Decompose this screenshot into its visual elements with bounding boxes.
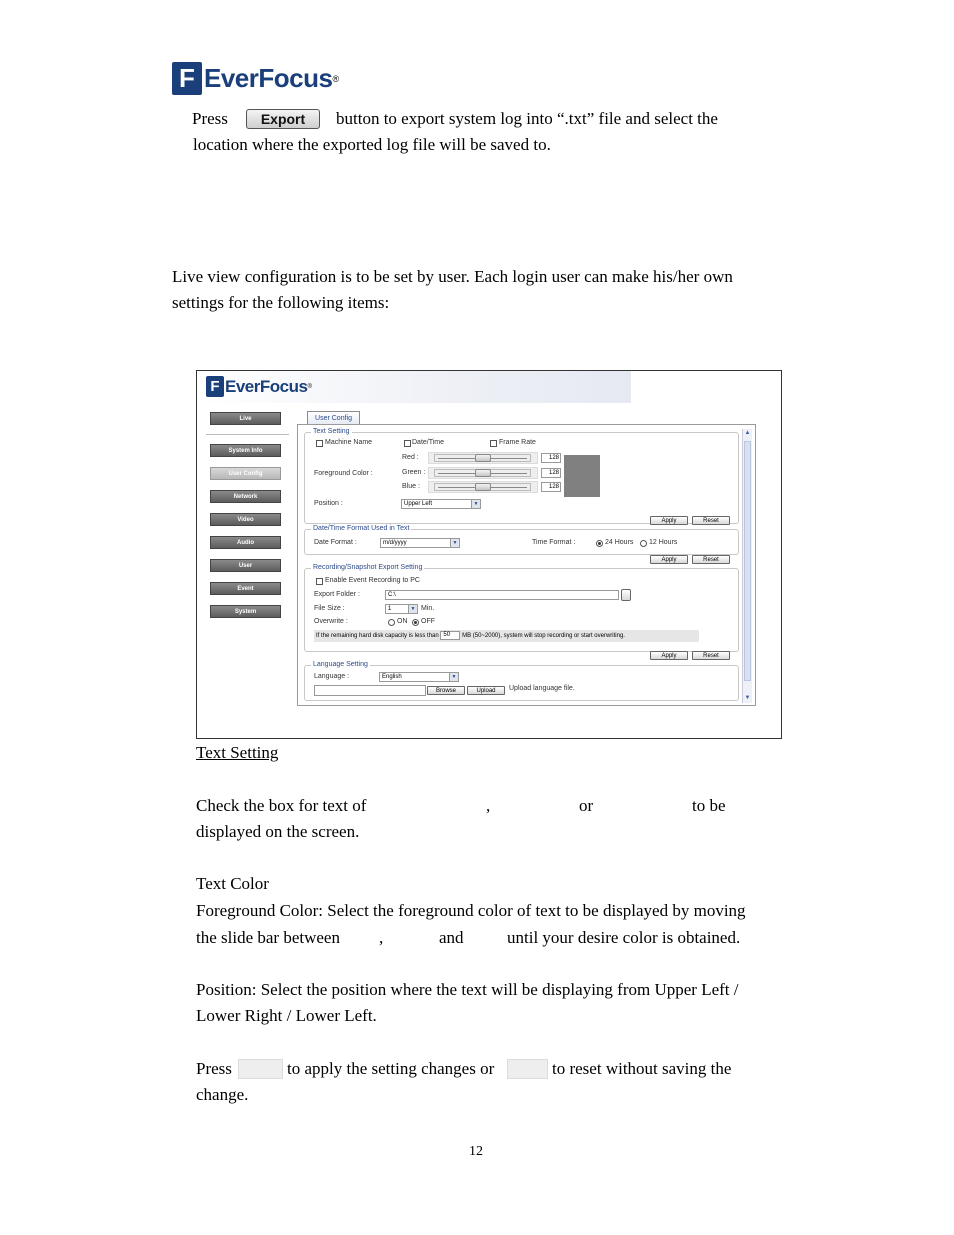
nav-audio[interactable]: Audio bbox=[210, 536, 281, 549]
check-to-be: to be bbox=[692, 796, 726, 815]
language-select[interactable] bbox=[379, 672, 459, 682]
intro-press: Press bbox=[192, 109, 228, 128]
blue-slider-thumb[interactable] bbox=[475, 483, 491, 491]
logo-text: EverFocus bbox=[204, 63, 333, 93]
file-size-label: File Size : bbox=[314, 605, 345, 612]
check-line2: displayed on the screen. bbox=[196, 822, 360, 841]
green-label: Green : bbox=[402, 469, 426, 476]
intro-line1: button to export system log into “.txt” file and select the bbox=[336, 109, 718, 128]
reset-button-placeholder bbox=[507, 1059, 548, 1079]
export-button[interactable]: Export bbox=[246, 109, 320, 129]
tab-user-config[interactable]: User Config bbox=[307, 411, 360, 424]
language-value: English bbox=[382, 674, 402, 680]
position-label: Position : bbox=[314, 500, 343, 507]
overwrite-off-label: OFF bbox=[421, 618, 435, 625]
language-label: Language : bbox=[314, 673, 350, 680]
screenshot-logo bbox=[206, 376, 312, 397]
red-label: Red : bbox=[402, 454, 419, 461]
language-legend: Language Setting bbox=[313, 661, 368, 668]
logo-mark-icon: F bbox=[172, 62, 202, 95]
green-slider-thumb[interactable] bbox=[475, 469, 491, 477]
apply-button-placeholder bbox=[238, 1059, 283, 1079]
nav-system[interactable]: System bbox=[210, 605, 281, 618]
nav-system-info[interactable]: System Info bbox=[210, 444, 281, 457]
nav-user-config[interactable]: User Config bbox=[210, 467, 281, 480]
min-label: Min. bbox=[421, 605, 435, 612]
panel-scrollbar[interactable] bbox=[742, 429, 752, 703]
datetime-reset-button[interactable]: Reset bbox=[692, 555, 730, 564]
enable-recording-checkbox[interactable] bbox=[316, 578, 323, 585]
logo-registered: ® bbox=[307, 383, 312, 390]
overwrite-label: Overwrite : bbox=[314, 618, 348, 625]
logo-registered: ® bbox=[332, 73, 340, 84]
date-time-checkbox[interactable] bbox=[404, 440, 411, 447]
foreground-comma: , bbox=[379, 928, 384, 947]
overwrite-on-label: ON bbox=[397, 618, 408, 625]
24-hours-radio[interactable] bbox=[596, 540, 603, 547]
text-setting-legend: Text Setting bbox=[313, 428, 350, 435]
date-format-select[interactable] bbox=[380, 538, 460, 548]
chevron-down-icon[interactable]: ▼ bbox=[408, 605, 417, 613]
text-setting-heading: Text Setting bbox=[196, 743, 279, 762]
date-format-value: m/d/yyyy bbox=[383, 540, 407, 546]
text-apply-button[interactable]: Apply bbox=[650, 516, 688, 525]
datetime-legend: Date/Time Format Used in Text bbox=[313, 525, 410, 532]
export-folder-label: Export Folder : bbox=[314, 591, 360, 598]
file-size-select[interactable] bbox=[385, 604, 418, 614]
enable-recording-label: Enable Event Recording to PC bbox=[325, 577, 420, 584]
foreground-and: and bbox=[439, 928, 464, 947]
everfocus-logo bbox=[172, 62, 339, 95]
overwrite-off-radio[interactable] bbox=[412, 619, 419, 626]
machine-name-checkbox[interactable] bbox=[316, 440, 323, 447]
recording-reset-button[interactable]: Reset bbox=[692, 651, 730, 660]
disk-capacity-notice bbox=[314, 630, 699, 642]
nav-event[interactable]: Event bbox=[210, 582, 281, 595]
green-slider[interactable] bbox=[434, 469, 531, 477]
notice-text-a: If the remaining hard disk capacity is less than bbox=[316, 633, 439, 639]
green-value[interactable]: 128 bbox=[541, 468, 561, 478]
blue-label: Blue : bbox=[402, 483, 420, 490]
frame-rate-checkbox[interactable] bbox=[490, 440, 497, 447]
position-value: Upper Left bbox=[404, 501, 433, 507]
12-hours-radio[interactable] bbox=[640, 540, 647, 547]
intro-line2: location where the exported log file will be saved to. bbox=[193, 135, 551, 154]
red-slider-thumb[interactable] bbox=[475, 454, 491, 462]
date-time-label: Date/Time bbox=[412, 439, 445, 446]
scroll-up-icon[interactable]: ▲ bbox=[744, 430, 751, 436]
position-line2: Lower Right / Lower Left. bbox=[196, 1006, 377, 1025]
press-mid-text: to apply the setting changes or bbox=[287, 1059, 495, 1078]
red-slider[interactable] bbox=[434, 454, 531, 462]
press-end-text: to reset without saving the bbox=[552, 1059, 732, 1078]
export-folder-browse-button[interactable] bbox=[621, 589, 631, 601]
notice-text-b: MB (50~2000), system will stop recording or start overwriting. bbox=[462, 633, 625, 639]
chevron-down-icon[interactable]: ▼ bbox=[471, 500, 480, 508]
position-select[interactable] bbox=[401, 499, 481, 509]
chevron-down-icon[interactable]: ▼ bbox=[450, 539, 459, 547]
color-preview bbox=[564, 455, 600, 497]
foreground-line1: Foreground Color: Select the foreground color of text to be displayed by moving bbox=[196, 901, 746, 920]
date-format-label: Date Format : bbox=[314, 539, 357, 546]
chevron-down-icon[interactable]: ▼ bbox=[449, 673, 458, 681]
browse-button[interactable]: Browse bbox=[427, 686, 465, 695]
position-line1: Position: Select the position where the text will be displaying from Upper Left / bbox=[196, 980, 739, 999]
machine-name-label: Machine Name bbox=[325, 439, 373, 446]
blue-value[interactable]: 128 bbox=[541, 482, 561, 492]
text-reset-button[interactable]: Reset bbox=[692, 516, 730, 525]
liveview-line2: settings for the following items: bbox=[172, 293, 390, 312]
text-color-heading: Text Color bbox=[196, 874, 269, 893]
file-size-value: 1 bbox=[388, 606, 392, 612]
overwrite-on-radio[interactable] bbox=[388, 619, 395, 626]
user-config-screenshot bbox=[196, 370, 782, 739]
foreground-color-label: Foreground Color : bbox=[314, 470, 373, 477]
logo-text: EverFocus bbox=[225, 376, 308, 396]
check-or: or bbox=[579, 796, 594, 815]
page-number: 12 bbox=[469, 1144, 483, 1159]
upload-language-text: Upload language file. bbox=[509, 685, 575, 692]
nav-live[interactable]: Live bbox=[210, 412, 281, 425]
export-folder-input[interactable]: C:\ bbox=[385, 590, 619, 600]
24-hours-label: 24 Hours bbox=[605, 539, 634, 546]
scroll-down-icon[interactable]: ▼ bbox=[744, 695, 751, 701]
blue-slider[interactable] bbox=[434, 483, 531, 491]
nav-divider bbox=[206, 434, 289, 435]
foreground-line2a: the slide bar between bbox=[196, 928, 340, 947]
upload-button[interactable]: Upload bbox=[467, 686, 505, 695]
nav-user[interactable]: User bbox=[210, 559, 281, 572]
logo-mark-icon: F bbox=[206, 376, 224, 397]
press-line2: change. bbox=[196, 1085, 249, 1104]
nav-video[interactable]: Video bbox=[210, 513, 281, 526]
recording-apply-button[interactable]: Apply bbox=[650, 651, 688, 660]
check-comma: , bbox=[486, 796, 491, 815]
time-format-label: Time Format : bbox=[532, 539, 576, 546]
language-file-input[interactable] bbox=[314, 685, 426, 696]
nav-network[interactable]: Network bbox=[210, 490, 281, 503]
red-value[interactable]: 128 bbox=[541, 453, 561, 463]
recording-legend: Recording/Snapshot Export Setting bbox=[313, 564, 423, 571]
press-text: Press bbox=[196, 1059, 232, 1078]
12-hours-label: 12 Hours bbox=[649, 539, 678, 546]
frame-rate-label: Frame Rate bbox=[499, 439, 536, 446]
scroll-thumb[interactable] bbox=[744, 441, 751, 681]
check-text-a: Check the box for text of bbox=[196, 796, 367, 815]
config-panel bbox=[297, 424, 756, 706]
notice-capacity-input[interactable]: 50 bbox=[440, 631, 460, 640]
datetime-apply-button[interactable]: Apply bbox=[650, 555, 688, 564]
foreground-line2b: until your desire color is obtained. bbox=[507, 928, 741, 947]
liveview-line1: Live view configuration is to be set by user. Each login user can make his/her own bbox=[172, 267, 733, 286]
